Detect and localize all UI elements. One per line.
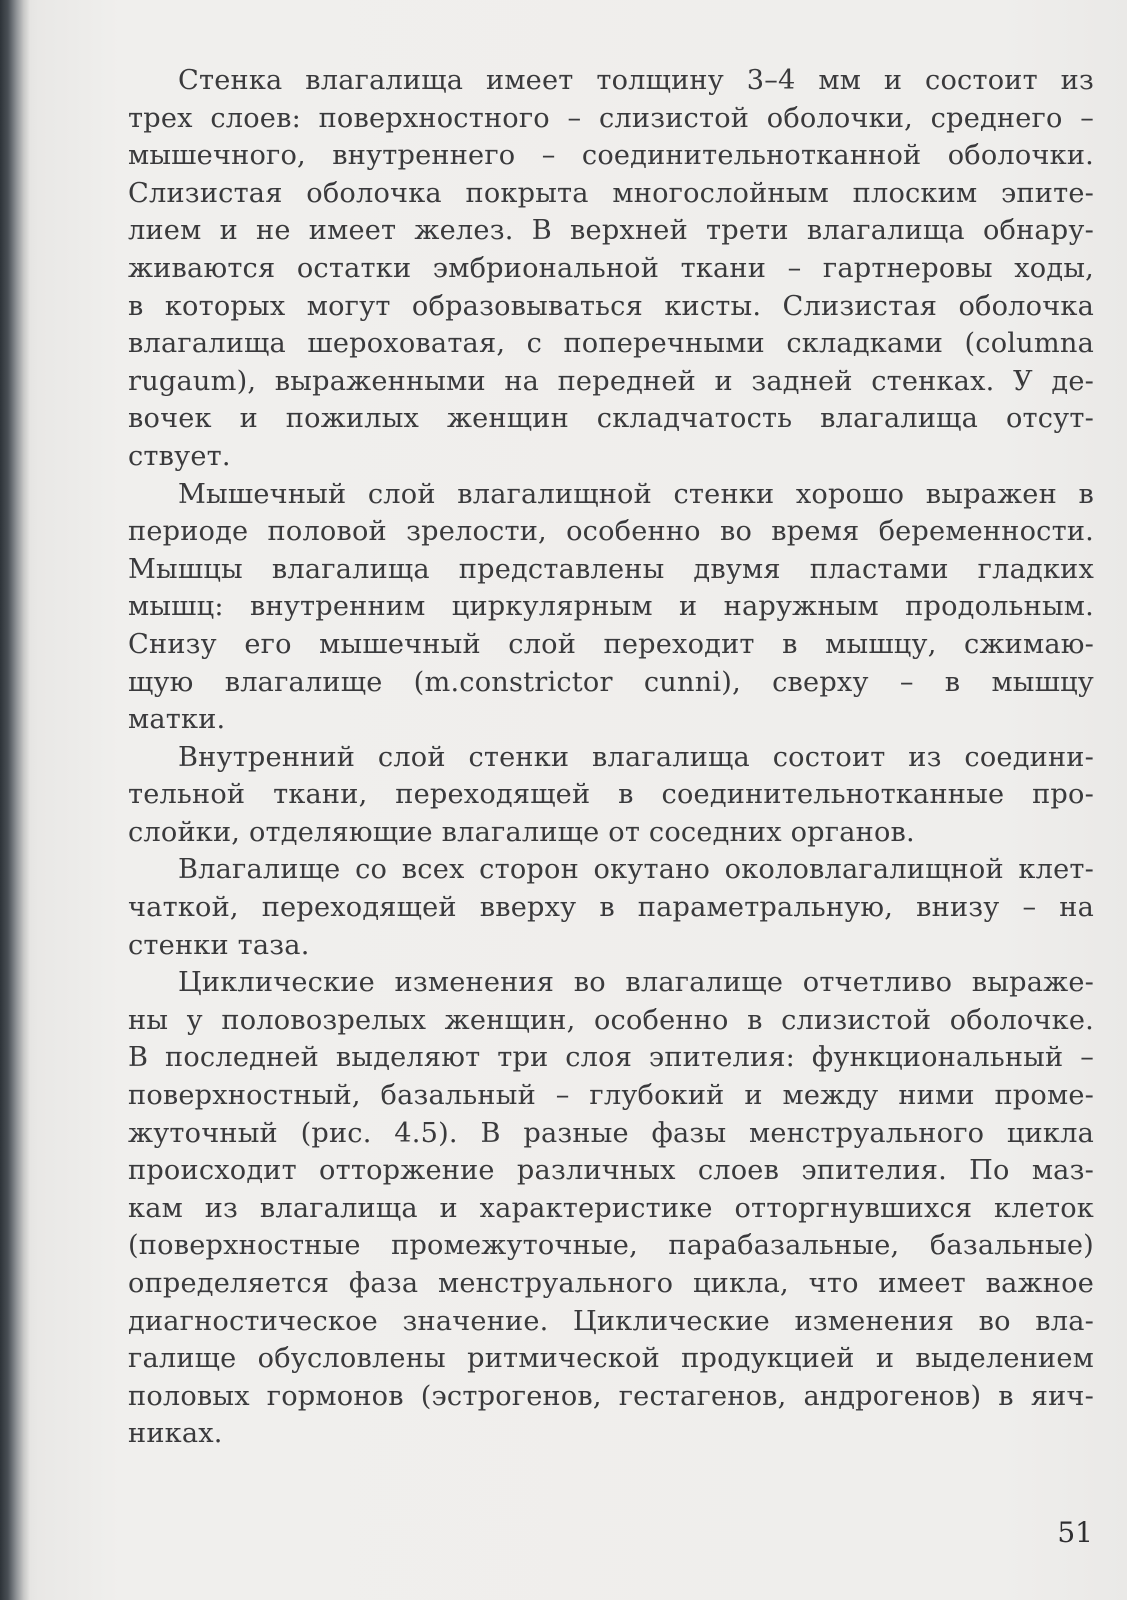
text-line: периоде половой зрелости, особенно во время беременности. <box>128 516 1094 548</box>
text-line: чаткой, переходящей вверху в параметральную, внизу – на <box>128 892 1094 924</box>
text-line: мышц: внутренним циркулярным и наружным продольным. <box>128 591 1094 623</box>
text-line: Мышцы влагалища представлены двумя пластами гладких <box>128 553 1094 585</box>
text-line: тельной ткани, переходящей в соединительнотканные про- <box>128 779 1094 811</box>
text-line: вочек и пожилых женщин складчатость влагалища отсут- <box>128 403 1094 435</box>
text-line: стенки таза. <box>128 929 310 961</box>
text-line: галище обусловлены ритмической продукцией и выделением <box>128 1343 1094 1375</box>
text-line: жуточный (рис. 4.5). В разные фазы менструального цикла <box>128 1117 1094 1149</box>
text-line: Снизу его мышечный слой переходит в мышцу, сжимаю- <box>128 628 1094 660</box>
text-line: трех слоев: поверхностного – слизистой оболочки, среднего – <box>128 102 1094 134</box>
binding-shadow <box>0 0 30 1600</box>
paragraph <box>128 851 1094 964</box>
text-line: щую влагалище (m.constrictor cunni), сверху – в мышцу <box>128 666 1094 698</box>
body-text <box>128 62 1094 1453</box>
text-line: диагностическое значение. Циклические изменения во вла- <box>128 1305 1094 1337</box>
text-line: Внутренний слой стенки влагалища состоит из соедини- <box>178 741 1094 773</box>
paragraph <box>128 739 1094 852</box>
text-line: происходит отторжение различных слоев эпителия. По маз- <box>128 1155 1094 1187</box>
text-line: (поверхностные промежуточные, парабазальные, базальные) <box>128 1230 1094 1262</box>
text-line: ны у половозрелых женщин, особенно в слизистой оболочке. <box>128 1004 1094 1036</box>
text-line: кам из влагалища и характеристике отторгнувшихся клеток <box>128 1192 1094 1224</box>
paragraph <box>128 62 1094 476</box>
text-line: Циклические изменения во влагалище отчетливо выраже- <box>178 967 1094 999</box>
text-line: слойки, отделяющие влагалище от соседних органов. <box>128 816 915 848</box>
text-line: мышечного, внутреннего – соединительнотканной оболочки. <box>128 140 1094 172</box>
text-line: никах. <box>128 1418 223 1450</box>
text-line: половых гормонов (эстрогенов, гестагенов, андрогенов) в яич- <box>128 1380 1094 1412</box>
text-line: поверхностный, базальный – глубокий и между ними проме- <box>128 1080 1094 1112</box>
text-line: живаются остатки эмбриональной ткани – гартнеровы ходы, <box>128 252 1094 284</box>
text-line: Мышечный слой влагалищной стенки хорошо выражен в <box>178 478 1094 510</box>
text-line: определяется фаза менструального цикла, что имеет важное <box>128 1268 1094 1299</box>
text-line: влагалища шероховатая, с поперечными складками (columna <box>128 328 1094 360</box>
page-number: 51 <box>1057 1516 1093 1549</box>
text-line: Слизистая оболочка покрыта многослойным плоским эпите- <box>128 177 1094 209</box>
text-line: лием и не имеет желез. В верхней трети влагалища обнару- <box>128 215 1094 247</box>
text-line: в которых могут образовываться кисты. Слизистая оболочка <box>128 290 1094 322</box>
paragraph <box>128 964 1094 1453</box>
paragraph <box>128 476 1094 739</box>
text-line: Стенка влагалища имеет толщину 3–4 мм и состоит из <box>178 65 1094 96</box>
text-line: В последней выделяют три слоя эпителия: функциональный – <box>128 1042 1094 1074</box>
text-line: матки. <box>128 704 226 736</box>
text-line: ствует. <box>128 440 231 472</box>
text-line: rugaum), выраженными на передней и задней стенках. У де- <box>128 365 1094 397</box>
text-line: Влагалище со всех сторон окутано околовлагалищной клет- <box>178 854 1094 886</box>
